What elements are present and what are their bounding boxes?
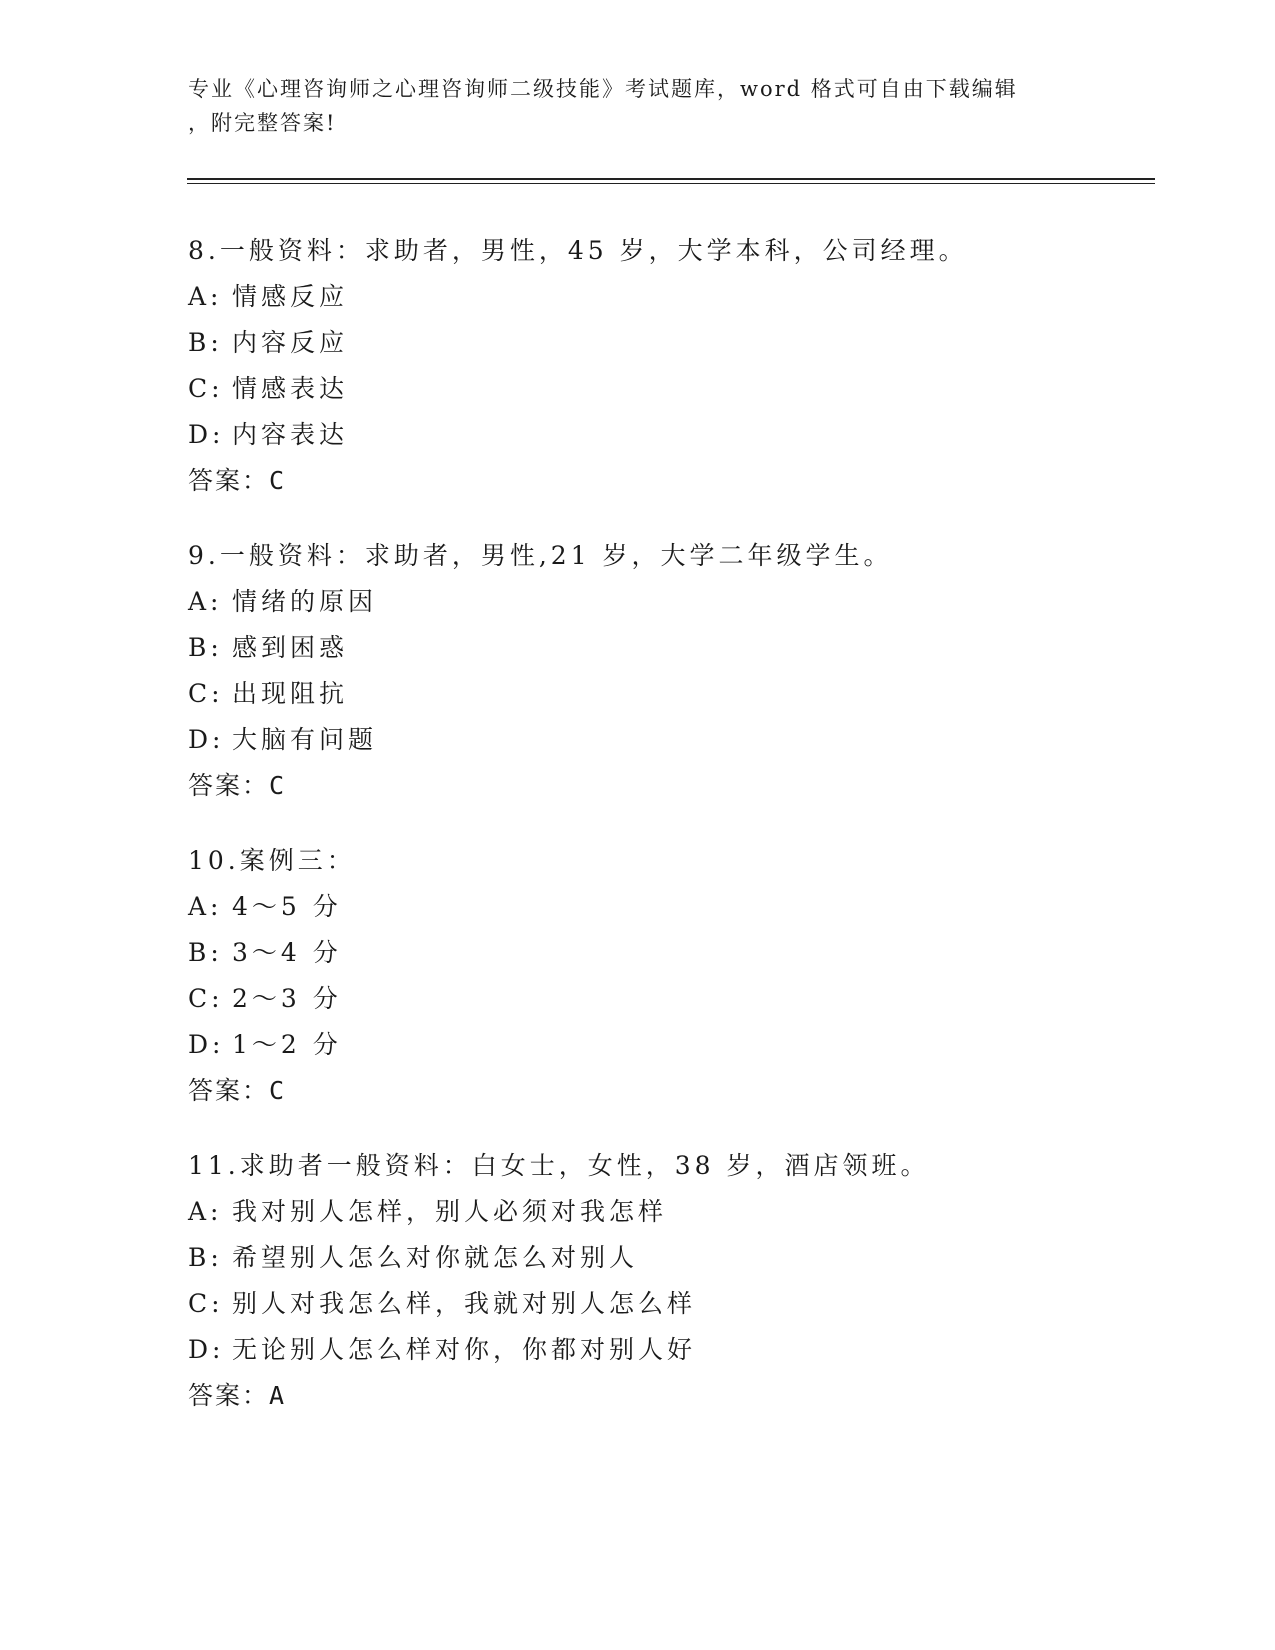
question-block-10 [188,838,1088,1114]
option-text: 内容表达 [232,420,349,449]
option-c [188,1281,1088,1327]
answer-label: 答案： [188,1381,270,1410]
question-stem: 10.案例三： [188,846,356,875]
option-a [188,884,1088,930]
option-letter: A: [188,282,223,311]
question-stem: 9.一般资料：求助者，男性,21 岁，大学二年级学生。 [188,541,893,570]
option-text: 4～5 分 [232,892,342,921]
answer-line [188,1068,1088,1114]
option-letter: A: [188,1197,223,1226]
option-a [188,579,1088,625]
answer-label: 答案： [188,1076,270,1105]
answer-line [188,1373,1088,1419]
option-letter: C: [188,679,224,708]
option-text: 情感表达 [232,374,349,403]
option-text: 出现阻抗 [232,679,349,708]
option-d [188,1022,1088,1068]
option-text: 内容反应 [232,328,349,357]
answer-value: C [269,466,287,495]
option-text: 我对别人怎样，别人必须对我怎样 [232,1197,668,1226]
option-b [188,1235,1088,1281]
question-block-11 [188,1143,1088,1419]
option-a [188,1189,1088,1235]
option-letter: C: [188,1289,224,1318]
option-c [188,976,1088,1022]
option-text: 情绪的原因 [232,587,378,616]
document-header [188,72,1068,140]
option-a [188,274,1088,320]
option-text: 情感反应 [232,282,349,311]
answer-line [188,763,1088,809]
option-letter: B: [188,328,223,357]
option-b [188,320,1088,366]
question-stem: 11.求助者一般资料：白女士，女性，38 岁，酒店领班。 [188,1151,930,1180]
option-text: 无论别人怎么样对你，你都对别人好 [232,1335,697,1364]
option-b [188,625,1088,671]
option-text: 1～2 分 [232,1030,342,1059]
option-letter: D: [188,1335,225,1364]
answer-value: C [269,771,287,800]
answer-value: A [269,1381,287,1410]
option-letter: A: [188,892,223,921]
option-c [188,366,1088,412]
header-line-2: ，附完整答案! [188,111,337,135]
option-text: 2～3 分 [232,984,342,1013]
option-text: 大脑有问题 [232,725,378,754]
option-d [188,1327,1088,1373]
option-letter: B: [188,1243,223,1272]
option-letter: D: [188,725,225,754]
option-letter: B: [188,633,223,662]
question-block-8 [188,228,1088,504]
header-divider [187,178,1155,180]
option-b [188,930,1088,976]
answer-value: C [269,1076,287,1105]
header-line-1: 专业《心理咨询师之心理咨询师二级技能》考试题库，word 格式可自由下载编辑 [188,77,1018,101]
answer-line [188,458,1088,504]
option-text: 希望别人怎么对你就怎么对别人 [232,1243,639,1272]
option-text: 感到困惑 [232,633,349,662]
option-letter: C: [188,984,224,1013]
option-text: 3～4 分 [232,938,342,967]
question-block-9 [188,533,1088,809]
option-c [188,671,1088,717]
option-d [188,412,1088,458]
option-letter: C: [188,374,224,403]
option-letter: B: [188,938,223,967]
answer-label: 答案： [188,771,270,800]
answer-label: 答案： [188,466,270,495]
option-text: 别人对我怎么样，我就对别人怎么样 [232,1289,697,1318]
option-d [188,717,1088,763]
option-letter: D: [188,420,225,449]
option-letter: A: [188,587,223,616]
option-letter: D: [188,1030,225,1059]
header-divider-thin [187,183,1155,184]
question-stem: 8.一般资料：求助者，男性，45 岁，大学本科，公司经理。 [188,236,968,265]
